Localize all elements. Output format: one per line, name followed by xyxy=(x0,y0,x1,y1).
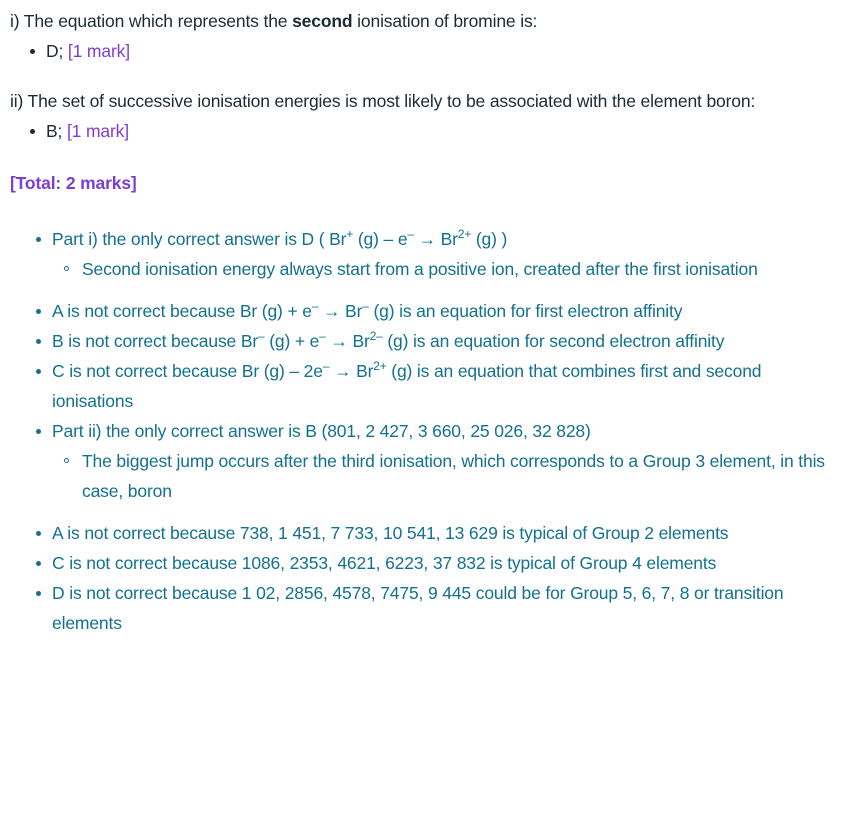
equation-text-pre: Part i) the only correct answer is D ( Br xyxy=(52,229,347,249)
list-item: Second ionisation energy always start from a positive ion, created after the first ionisation xyxy=(52,254,839,284)
charge-superscript: – xyxy=(319,329,326,344)
explanation-item-part-i-correct xyxy=(10,224,839,284)
charge-superscript: – xyxy=(322,359,330,374)
charge-superscript: – xyxy=(407,227,414,242)
charge-superscript: – xyxy=(362,299,369,314)
charge-superscript: 2+ xyxy=(373,359,387,374)
equation-text-post: (g) is an equation for first electron affinity xyxy=(368,301,683,321)
charge-superscript: + xyxy=(346,227,354,242)
charge-superscript: – xyxy=(258,329,265,344)
explanation-item-c-not-correct-ii: C is not correct because 1086, 2353, 4621, 6223, 37 832 is typical of Group 4 elements xyxy=(10,548,839,578)
part-ii-answer-letter: B; xyxy=(46,121,67,141)
part-i-prompt-emphasis: second xyxy=(292,11,353,31)
explanation-item-c-not-correct-i xyxy=(10,356,839,416)
charge-superscript: 2+ xyxy=(457,227,472,242)
equation-text-mid: → Br xyxy=(325,331,370,351)
equation-text-pre: C is not correct because Br (g) – 2e xyxy=(52,361,323,381)
part-ii-answer-list xyxy=(10,116,839,146)
explanation-item-a-not-correct-ii: A is not correct because 738, 1 451, 7 733, 10 541, 13 629 is typical of Group 2 elements xyxy=(10,518,839,548)
explanation-list xyxy=(10,224,839,638)
explanation-item-b-not-correct-i xyxy=(10,326,839,356)
explanation-sublist xyxy=(52,446,839,506)
part-i-answer-letter: D; xyxy=(46,41,68,61)
equation-text-mid: → Br xyxy=(318,301,363,321)
spacer xyxy=(10,284,839,296)
explanation-item-part-ii-correct xyxy=(10,416,839,506)
charge-superscript: 2– xyxy=(369,329,383,344)
explanation-item-a-not-correct-i xyxy=(10,296,839,326)
explanation-item-d-not-correct-ii: D is not correct because 1 02, 2856, 4578, 7475, 9 445 could be for Group 5, 6, 7, 8 or transition elements xyxy=(10,578,839,638)
part-i-prompt xyxy=(10,0,839,36)
equation-text-pre: A is not correct because Br (g) + e xyxy=(52,301,312,321)
list-item xyxy=(10,116,839,146)
spacer xyxy=(10,506,839,518)
equation-text-post: (g) is an equation that combines first and second ionisations xyxy=(52,361,762,411)
part-i-mark-badge: [1 mark] xyxy=(67,41,130,61)
part-i-prompt-pre: i) The equation which represents the xyxy=(10,11,293,31)
equation-part-i xyxy=(52,229,507,249)
equation-text-mid: → Br xyxy=(329,361,374,381)
equation-text-mid: (g) – e xyxy=(353,229,408,249)
explanation-section xyxy=(10,198,839,638)
part-i-prompt-post: ionisation of bromine is: xyxy=(352,11,538,31)
part-ii-mark-badge: [1 mark] xyxy=(66,121,129,141)
equation-text-mid: (g) + e xyxy=(264,331,320,351)
equation-text-mid: → Br xyxy=(413,229,458,249)
part-ii-prompt: ii) The set of successive ionisation energies is most likely to be associated with the element boron: xyxy=(10,91,756,111)
total-marks: [Total: 2 marks] xyxy=(10,173,137,193)
explanation-sublist xyxy=(52,254,839,284)
explanation-text: Part ii) the only correct answer is B (801, 2 427, 3 660, 25 026, 32 828) xyxy=(52,421,591,441)
list-item xyxy=(10,36,839,66)
list-item: The biggest jump occurs after the third ionisation, which corresponds to a Group 3 element, in this case, boron xyxy=(52,446,839,506)
charge-superscript: – xyxy=(311,299,319,314)
part-i-answer-list xyxy=(10,36,839,66)
equation-text-pre: B is not correct because Br xyxy=(52,331,259,351)
equation-text-post: (g) is an equation for second electron affinity xyxy=(382,331,725,351)
equation-text-post: (g) ) xyxy=(471,229,508,249)
